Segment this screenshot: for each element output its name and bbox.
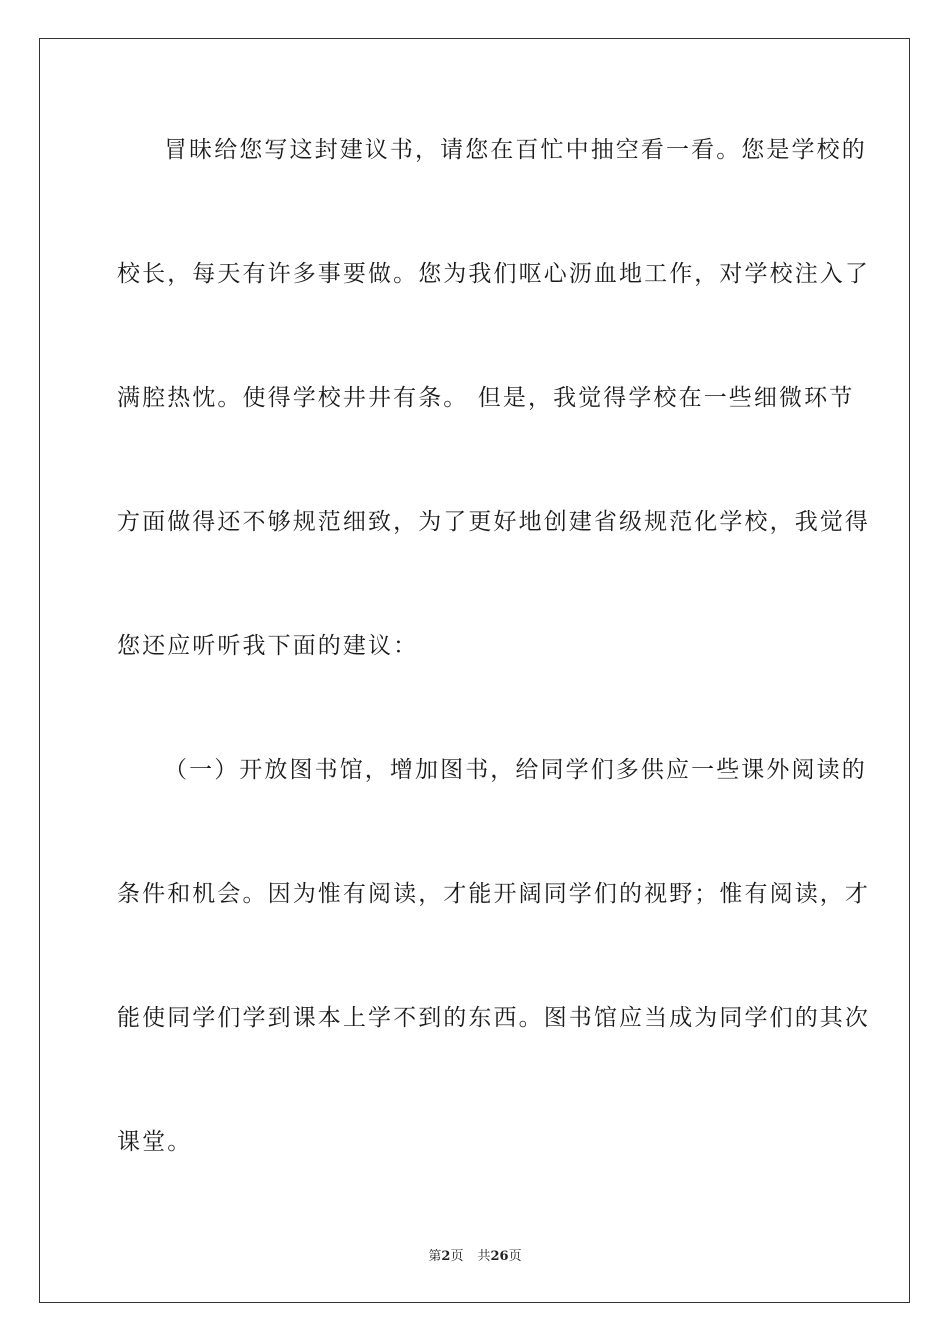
paragraph-line-5: 您还应听听我下面的建议： [117, 633, 419, 659]
footer-total-number: 26 [490, 1249, 509, 1264]
footer-total-suffix: 页 [508, 1249, 522, 1264]
paragraph-line-1: 冒昧给您写这封建议书，请您在百忙中抽空看一看。您是学校的 [164, 137, 867, 163]
page-footer [0, 1247, 950, 1267]
paragraph-line-2: 校长，每天有许多事要做。您为我们呕心沥血地工作，对学校注入了 [117, 261, 870, 287]
page-border [39, 38, 910, 1303]
paragraph-line-6: （一）开放图书馆，增加图书，给同学们多供应一些课外阅读的 [164, 757, 867, 783]
footer-page-prefix: 第 [428, 1249, 442, 1264]
paragraph-line-9: 课堂。 [117, 1129, 193, 1155]
footer-page-suffix: 页 [450, 1249, 464, 1264]
paragraph-line-4: 方面做得还不够规范细致，为了更好地创建省级规范化学校，我觉得 [117, 509, 870, 535]
paragraph-line-8: 能使同学们学到课本上学不到的东西。图书馆应当成为同学们的其次 [117, 1005, 870, 1031]
footer-total-prefix: 共 [477, 1249, 491, 1264]
paragraph-line-7: 条件和机会。因为惟有阅读，才能开阔同学们的视野；惟有阅读，才 [117, 881, 870, 907]
footer-page-number: 2 [441, 1249, 451, 1264]
paragraph-line-3: 满腔热忱。使得学校井井有条。 但是，我觉得学校在一些细微环节 [117, 385, 855, 411]
